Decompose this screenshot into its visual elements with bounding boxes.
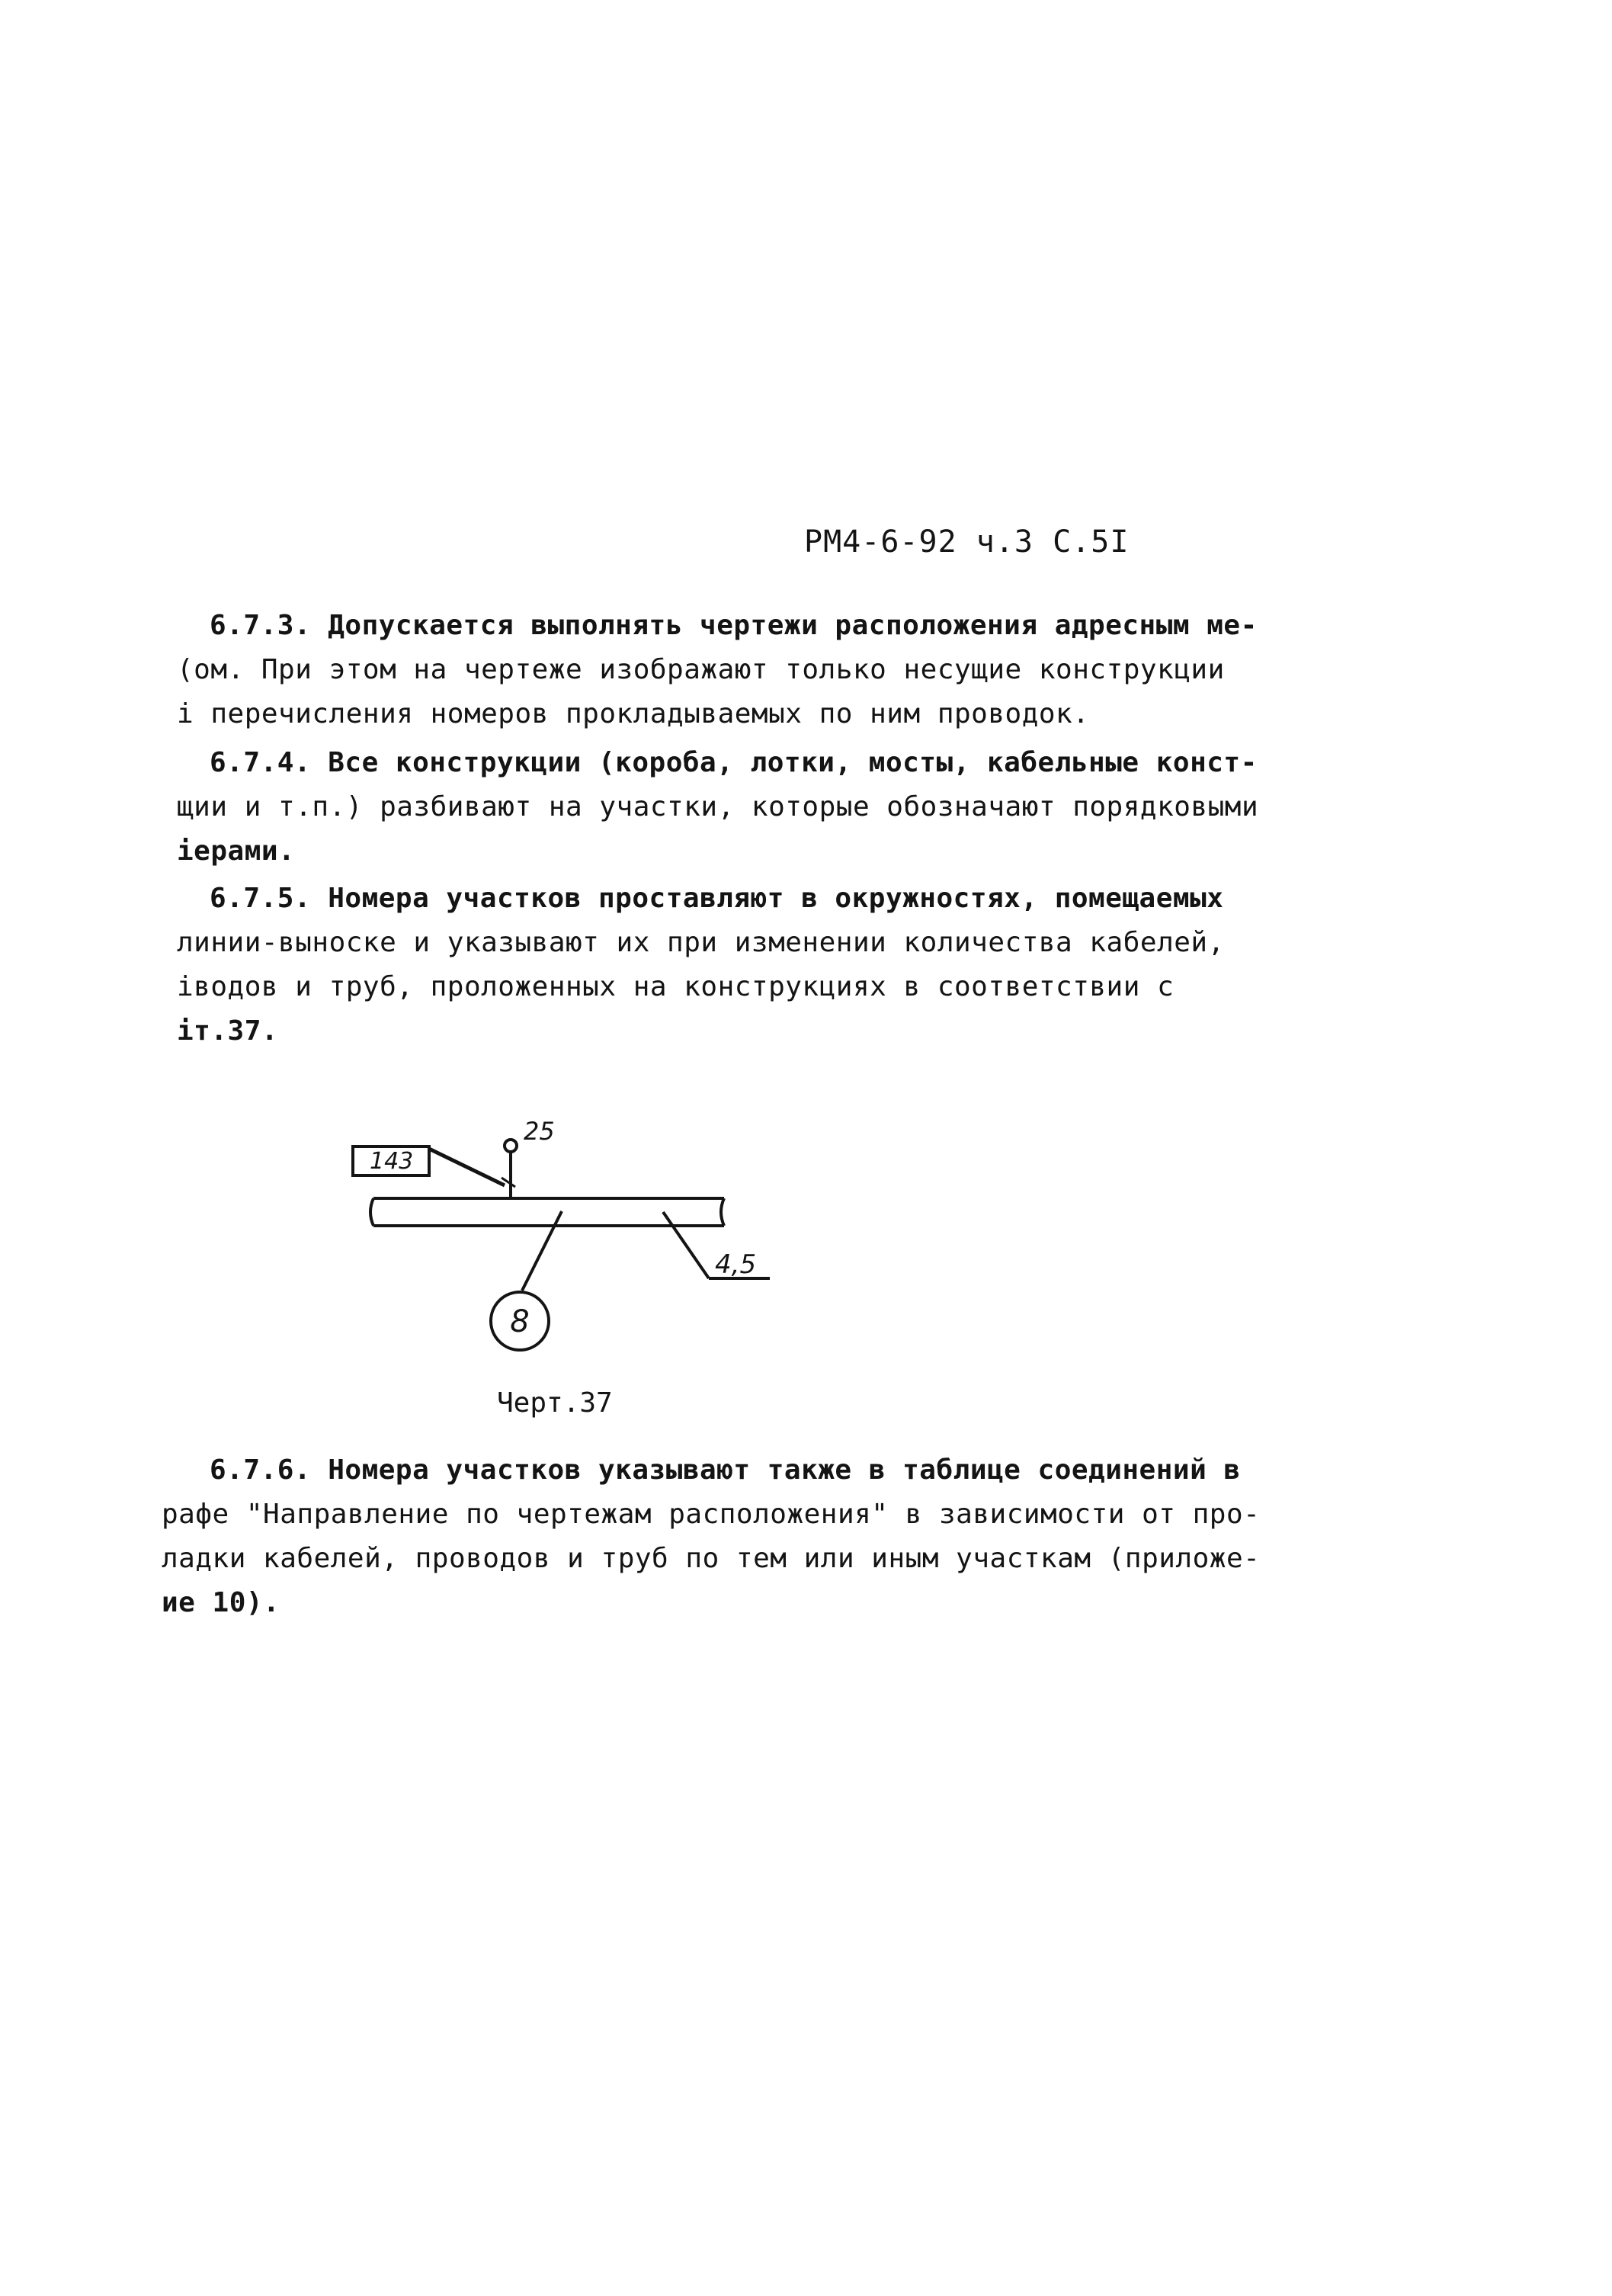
figure-37-drawing [335,1109,793,1353]
paragraph-6-7-4-line-3: іерами. [177,835,296,867]
paragraph-6-7-3-line-1: 6.7.3. Допускается выполнять чертежи расположения адресным ме- [210,610,1258,641]
figure-circle-label: 8 [510,1304,530,1339]
document-reference: РМ4-6-92 ч.3 С.5I [804,524,1130,560]
paragraph-6-7-3-line-3: і перечисления номеров прокладываемых по ним проводок. [177,698,1090,730]
paragraph-6-7-6-line-2: рафе "Направление по чертежам расположения" в зависимости от про- [162,1499,1261,1530]
figure-right-label: 4,5 [715,1249,757,1280]
paragraph-6-7-4-line-2: щии и т.п.) разбивают на участки, которые обозначают порядковыми [177,791,1259,823]
paragraph-6-7-5-line-4: іт.37. [177,1015,279,1047]
paragraph-6-7-5-line-1: 6.7.5. Номера участков проставляют в окружностях, помещаемых [210,883,1224,914]
paragraph-6-7-4-line-1: 6.7.4. Все конструкции (короба, лотки, мосты, кабельные конст- [210,747,1258,778]
paragraph-6-7-6-line-1: 6.7.6. Номера участков указывают также в таблице соединений в [210,1454,1241,1486]
figure-tray-left-break [370,1198,373,1226]
paragraph-6-7-6-line-3: ладки кабелей, проводов и труб по тем или иным участкам (приложе- [162,1543,1261,1574]
figure-circle-leader [522,1211,562,1291]
figure-small-circle [505,1140,517,1152]
paragraph-6-7-5-line-3: іводов и труб, проложенных на конструкциях в соответствии с [177,971,1175,1002]
paragraph-6-7-6-line-4: ие 10). [162,1587,280,1618]
figure-top-label: 25 [524,1117,555,1146]
paragraph-6-7-3-line-2: (ом. При этом на чертеже изображают только несущие конструкции [177,654,1225,685]
figure-caption: Черт.37 [497,1387,613,1419]
figure-leader-line [429,1149,505,1185]
figure-box-label: 143 [370,1148,414,1175]
paragraph-6-7-5-line-2: линии-выноске и указывают их при изменении количества кабелей, [177,927,1225,958]
figure-tray-right-break [721,1198,724,1226]
figure-right-leader [663,1212,709,1278]
